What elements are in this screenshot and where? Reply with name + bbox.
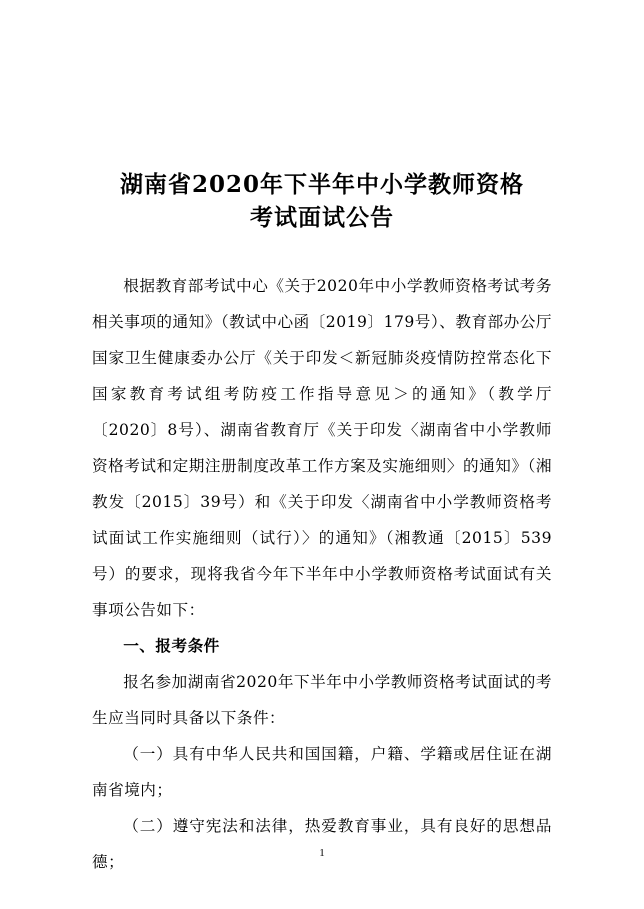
document-title-line-1: 湖南省2020年下半年中小学教师资格 (119, 171, 524, 198)
document-title-line-2: 考试面试公告 (250, 204, 394, 231)
intro-paragraph: 根据教育部考试中心《关于2020年中小学教师资格考试考务相关事项的通知》（教试中心函〔2019〕179号）、教育部办公厅国家卫生健康委办公厅《关于印发＜新冠肺炎疫情防控常态化下国家教育考试组考防疫工作指导意见＞的通知》（教学厅〔2020〕8号）、湖南省教育厅《关于印发〈湖南省中小学教师资格考试和定期注册制度改革工作方案及实施细则〉的通知》（湘教发〔2015〕39号）和《关于印发〈湖南省中小学教师资格考试面试工作实施细则（试行）〉的通知》（湘教通〔2015〕539号）的要求，现将我省今年下半年中小学教师资格考试面试有关事项公告如下： (92, 277, 552, 619)
section-heading-registration-conditions: 一、报考条件 (123, 637, 220, 655)
condition-item-1: （一）具有中华人民共和国国籍，户籍、学籍或居住证在湖南省境内； (92, 745, 552, 799)
page-number: 1 (319, 847, 325, 859)
conditions-intro-paragraph: 报名参加湖南省2020年下半年中小学教师资格考试面试的考生应当同时具备以下条件： (92, 673, 552, 727)
document-body (92, 268, 552, 880)
condition-item-2: （二）遵守宪法和法律，热爱教育事业，具有良好的思想品德； (92, 817, 552, 871)
